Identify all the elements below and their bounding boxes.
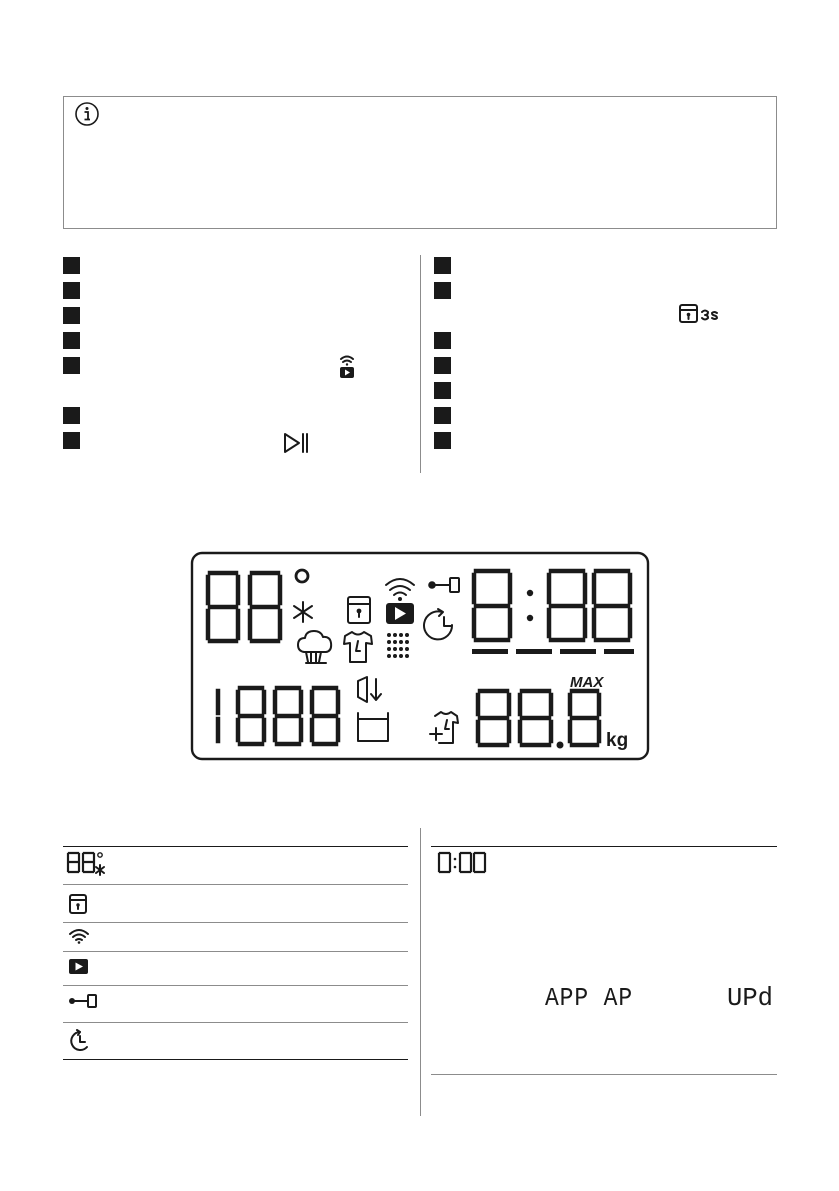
info-icon	[74, 101, 100, 127]
code-app-text: APP AP	[545, 983, 633, 1009]
table-rule-top-right	[431, 846, 777, 847]
legend-marker-9	[434, 282, 451, 299]
start-pause-icon	[282, 432, 312, 454]
remote-start-small-icon	[68, 958, 90, 976]
table-rule-top	[63, 846, 408, 847]
legend-marker-1	[63, 257, 80, 274]
dots-grid-icon	[387, 633, 409, 658]
time-digits	[474, 571, 630, 640]
shirt-icon	[344, 632, 372, 662]
child-lock-small-icon	[68, 893, 88, 915]
spin-digits	[218, 688, 338, 744]
legend-marker-2	[63, 282, 80, 299]
column-divider	[420, 255, 421, 473]
legend-marker-6	[63, 407, 80, 424]
table-rule	[63, 922, 408, 923]
time-small-icon	[437, 851, 487, 875]
legend-marker-14	[434, 432, 451, 449]
max-label: MAX	[570, 674, 604, 691]
steam-icon	[298, 631, 331, 663]
code-upd-text: UPd	[727, 983, 773, 1009]
display-panel	[190, 551, 650, 761]
delay-small-icon	[68, 1029, 92, 1053]
legend-marker-7	[63, 432, 80, 449]
info-note-box	[63, 96, 777, 229]
legend-marker-8	[434, 257, 451, 274]
temperature-digits	[208, 573, 280, 641]
kg-unit: kg	[606, 730, 629, 751]
remote-start-icon	[337, 354, 357, 380]
legend-marker-5	[63, 357, 80, 374]
code-upd-display	[727, 983, 775, 1009]
legend-marker-11	[434, 357, 451, 374]
legend-marker-3	[63, 307, 80, 324]
legend-marker-12	[434, 382, 451, 399]
table-column-divider	[420, 828, 421, 1116]
degree-icon	[296, 570, 308, 582]
temperature-small-icon	[66, 851, 110, 879]
legend-marker-4	[63, 332, 80, 349]
legend-marker-13	[434, 407, 451, 424]
legend-marker-10	[434, 332, 451, 349]
door-lock-key-icon	[428, 578, 459, 592]
sound-icon	[358, 677, 381, 702]
table-rule	[63, 951, 408, 952]
remote-start-display-icon	[386, 603, 414, 624]
child-lock-3s-icon	[679, 304, 723, 324]
table-rule	[63, 884, 408, 885]
code-app-display	[545, 983, 635, 1009]
tub-icon	[358, 713, 388, 741]
add-garment-icon	[430, 712, 458, 743]
progress-segments	[472, 649, 634, 654]
wifi-icon	[386, 579, 414, 601]
child-lock-icon	[348, 597, 370, 623]
weight-digits	[478, 691, 599, 749]
table-rule-bottom-right	[431, 1074, 777, 1075]
table-rule-bottom	[63, 1059, 408, 1060]
wifi-small-icon	[68, 927, 90, 945]
delay-start-icon	[424, 609, 452, 639]
cold-wash-icon	[294, 602, 312, 622]
door-lock-small-icon	[68, 992, 102, 1010]
table-rule	[63, 985, 408, 986]
table-rule	[63, 1022, 408, 1023]
